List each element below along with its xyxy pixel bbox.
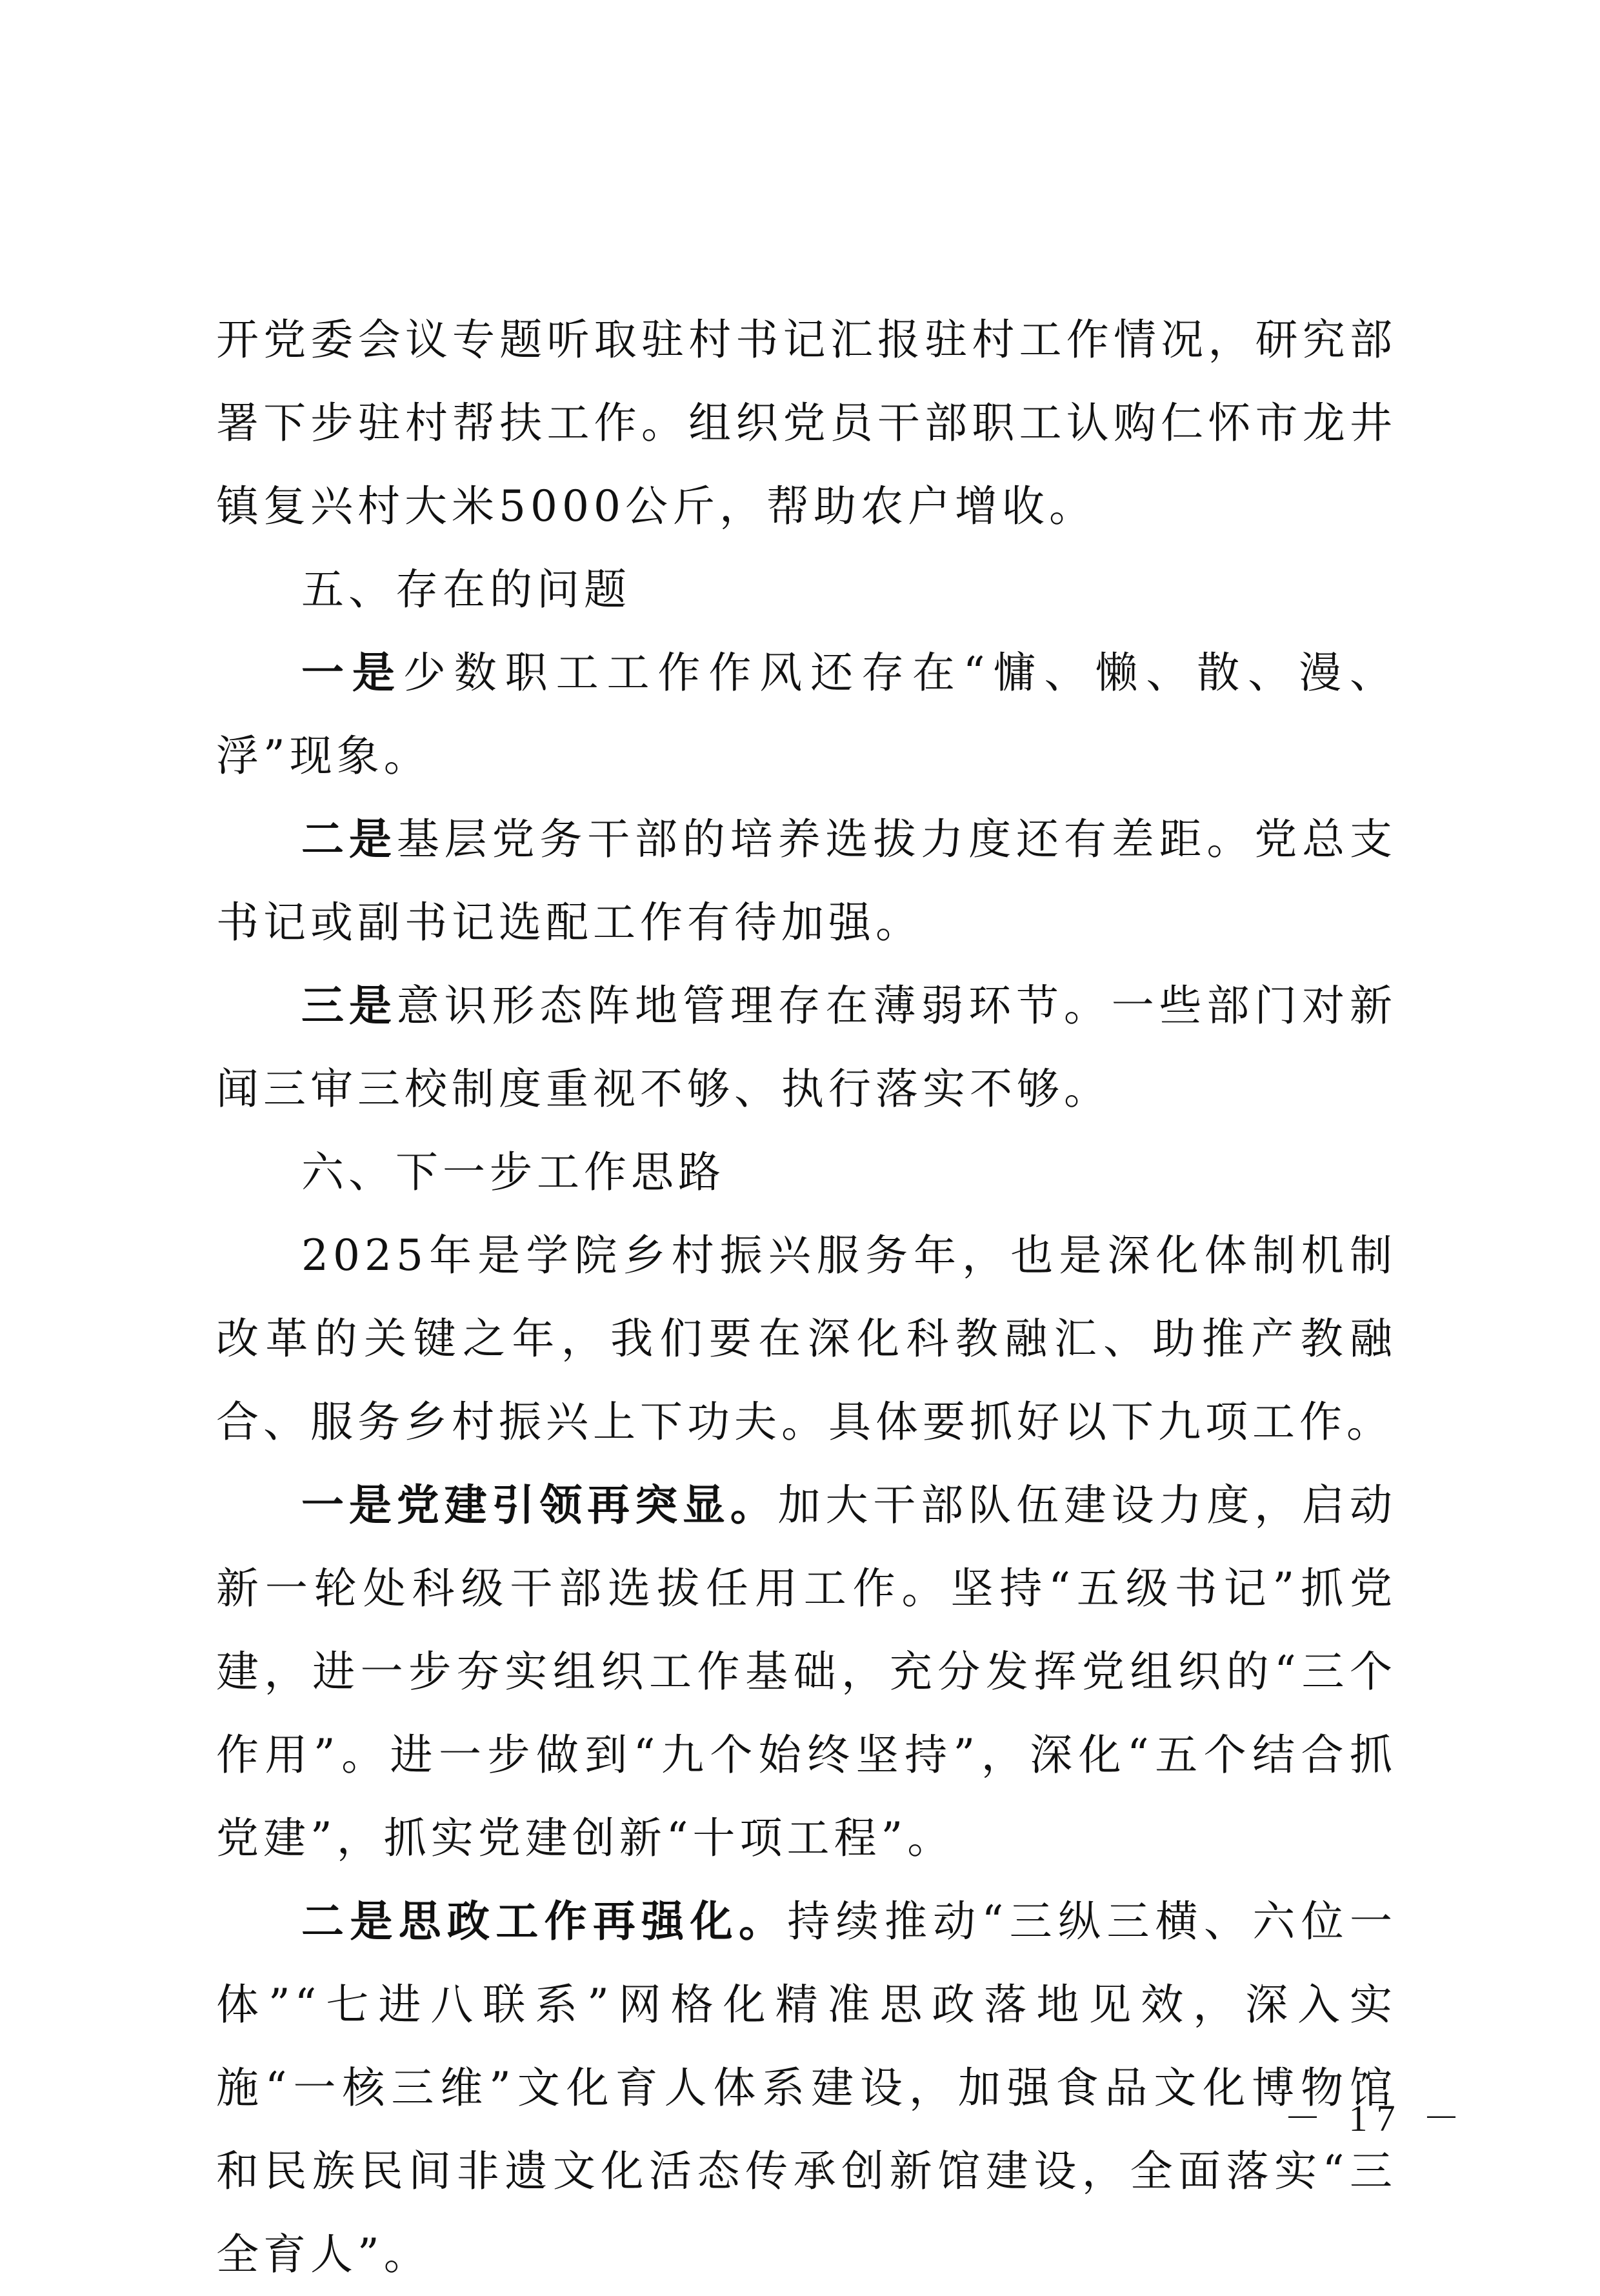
section-heading-next-steps (216, 1131, 1397, 1214)
paragraph-text: 加大干部队伍建设力度，启动新一轮处科级干部选拔任用工作。坚持“五级书记”抓党建，进一步夯实组织工作基础，充分发挥党组织的“三个作用”。进一步做到“九个始终坚持”，深化“五个结合抓党建”，抓实党建创新“十项工程”。 (216, 1480, 1397, 1863)
paragraph-task-2 (216, 1880, 1397, 2296)
paragraph-task-1 (216, 1464, 1397, 1880)
paragraph-text: 开党委会议专题听取驻村书记汇报驻村工作情况，研究部署下步驻村帮扶工作。组织党员干部职工认购仁怀市龙井镇复兴村大米5000公斤，帮助农户增收。 (216, 315, 1397, 531)
paragraph-lead: 二是思政工作再强化。 (301, 1897, 788, 1946)
paragraph-lead: 一是党建引领再突显。 (301, 1480, 778, 1530)
paragraph-intro (216, 1214, 1397, 1464)
paragraph-lead: 二是 (301, 814, 397, 864)
paragraph-problem-3 (216, 964, 1397, 1131)
paragraph-lead: 一是 (301, 648, 403, 698)
body-text (216, 298, 1397, 2296)
page-number: － 17 － (1284, 2097, 1470, 2139)
paragraph-problem-2 (216, 798, 1397, 964)
paragraph-continuation (216, 298, 1397, 548)
heading-text: 六、下一步工作思路 (301, 1147, 725, 1197)
paragraph-text: 持续推动“三纵三横、六位一体”“七进八联系”网格化精准思政落地见效，深入实施“一核三维”文化育人体系建设，加强食品文化博物馆和民族民间非遗文化活态传承创新馆建设，全面落实“三全育人”。 (216, 1897, 1397, 2279)
paragraph-text: 基层党务干部的培养选拔力度还有差距。党总支书记或副书记选配工作有待加强。 (216, 814, 1397, 947)
heading-text: 五、存在的问题 (301, 565, 631, 614)
section-heading-problems (216, 548, 1397, 631)
paragraph-text: 意识形态阵地管理存在薄弱环节。一些部门对新闻三审三校制度重视不够、执行落实不够。 (216, 981, 1397, 1114)
paragraph-text: 2025年是学院乡村振兴服务年，也是深化体制机制改革的关键之年，我们要在深化科教融汇、助推产教融合、服务乡村振兴上下功夫。具体要抓好以下九项工作。 (216, 1231, 1397, 1447)
paragraph-text: 少数职工工作作风还存在“慵、懒、散、漫、浮”现象。 (216, 648, 1397, 781)
paragraph-problem-1 (216, 631, 1397, 798)
paragraph-lead: 三是 (301, 981, 397, 1031)
